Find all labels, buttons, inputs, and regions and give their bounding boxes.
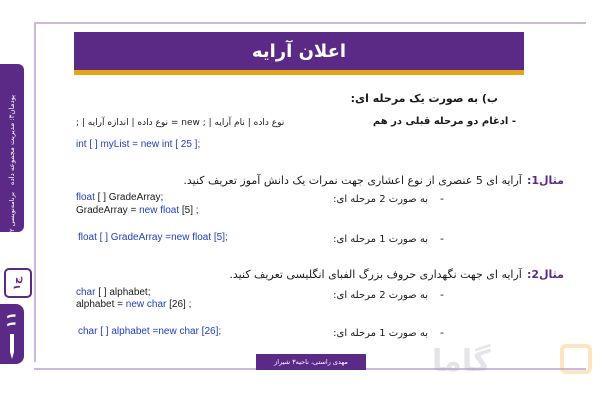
page-number: ۱۱: [4, 312, 20, 328]
example2-two-step-label: به صورت 2 مرحله ای:: [333, 290, 428, 301]
frame-top-line: [34, 22, 586, 24]
footer-author: مهدی راستی، ناحیه۳ شیراز: [274, 358, 348, 366]
example1-two-step-label: به صورت 2 مرحله ای:: [333, 194, 428, 205]
merge-note: - ادغام دو مرحله قبلی در هم: [372, 116, 516, 127]
example1-code-assign: GradeArray =: [76, 205, 140, 216]
example2-code-keyword: char: [76, 287, 96, 298]
title-banner: [74, 32, 524, 75]
syntax-line: نوع داده | نام آرایه | ; new = نوع داده | اندازه آرایه | ;: [76, 118, 285, 128]
example2-two-step-code-line1: [76, 287, 151, 298]
example2-one-step-label: به صورت 1 مرحله ای:: [333, 328, 428, 339]
footer-banner: [256, 354, 366, 370]
chapter-badge: [4, 268, 32, 298]
example2-label: مثال2:: [526, 268, 564, 281]
example1-one-step-code: float [ ] GradeArray =new float [5];: [78, 232, 228, 243]
example2-one-step-bullet: -: [440, 326, 444, 339]
example2-two-step-bullet: -: [440, 288, 444, 301]
pen-icon: [8, 334, 16, 360]
example1-two-step-bullet: -: [440, 192, 444, 205]
example1-one-step-label: به صورت 1 مرحله ای:: [333, 234, 428, 245]
example1-one-step-bullet: -: [440, 232, 444, 245]
page-title: اعلان آرایه: [251, 40, 347, 62]
example1-code-keyword: float: [76, 192, 95, 203]
example1-code-size: [5] ;: [179, 205, 199, 216]
example2-code-rest: [ ] alphabet;: [95, 287, 151, 298]
example2-code-new: new char: [125, 299, 167, 310]
example2-two-step-code-line2: [76, 299, 191, 310]
example1-two-step-code-line1: [76, 192, 163, 203]
example1-two-step-code-line2: [76, 205, 199, 216]
side-tab-label: پودمان۳: مدیریت مجموعه داده: [8, 94, 16, 186]
example2-one-step-code: char [ ] alphabet =new char [26];: [78, 326, 222, 337]
section-heading: ب) به صورت یک مرحله ای:: [350, 92, 498, 105]
watermark-logo: گاما: [432, 344, 491, 379]
watermark-icon: [560, 344, 592, 374]
chapter-badge-label: ج۱: [12, 276, 24, 290]
frame-left-line: [34, 22, 36, 362]
example2-code-size: [26] ;: [166, 299, 192, 310]
side-subject-label: برنامه‌نویسی ۲: [8, 192, 16, 232]
example1-label: مثال1:: [526, 174, 564, 187]
example1-code-new: new float: [139, 205, 180, 216]
example2-row: [229, 263, 564, 282]
example2-code-assign: alphabet =: [76, 299, 126, 310]
example1-text: آرایه ای 5 عنصری از نوع اعشاری جهت نمرات یک دانش آموز تعریف کنید.: [183, 174, 522, 187]
syntax-code: int [ ] myList = new int [ 25 ];: [76, 139, 201, 150]
example1-code-rest: [ ] GradeArray;: [94, 192, 164, 203]
example2-text: آرایه ای جهت نگهداری حروف بزرگ الفبای انگلیسی تعریف کنید.: [229, 268, 522, 281]
example1-row: [183, 169, 564, 188]
